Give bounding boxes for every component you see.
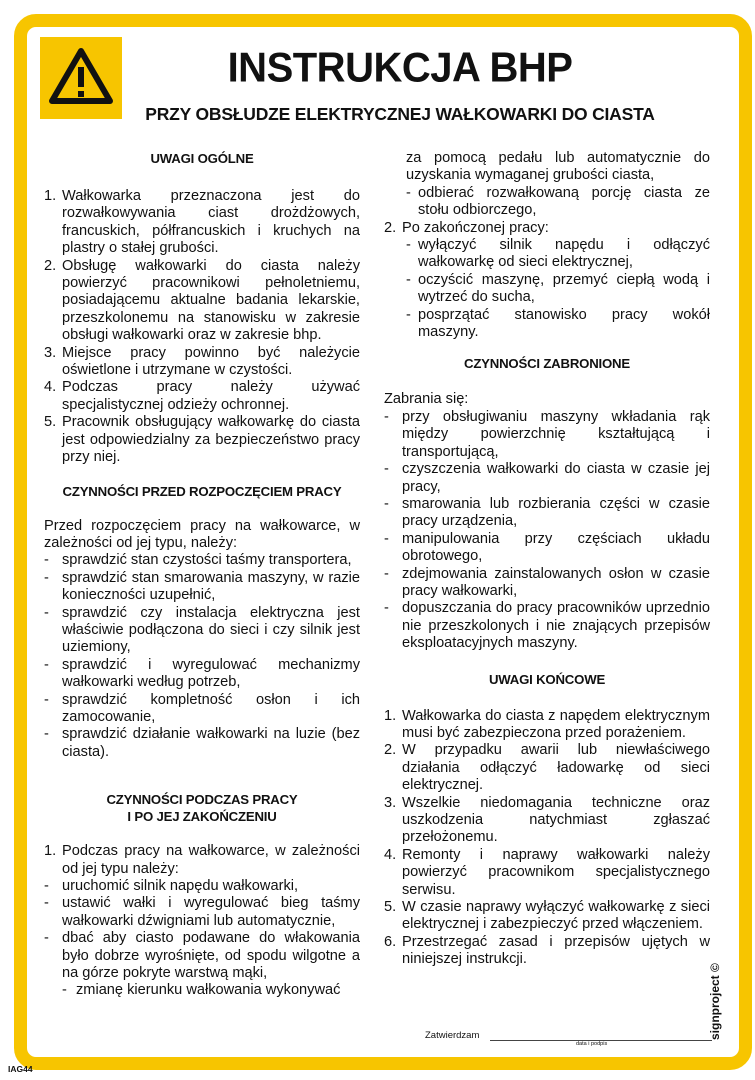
list-item: - dbać aby ciasto podawane do włakowania było dobrze wyrośnięte, od spodu wilgotne a na górze pokryte warstwą mąki, xyxy=(44,930,360,982)
list-item: 2. W przypadku awarii lub niewłaściwego działania odłączyć ładowarkę od sieci elektrycznej. xyxy=(384,742,710,794)
section-title-before: CZYNNOŚCI PRZED ROZPOCZĘCIEM PRACY xyxy=(62,483,342,499)
list-item: - sprawdzić stan smarowania maszyny, w razie konieczności uzupełnić, xyxy=(44,569,360,604)
list-item: 6. Przestrzegać zasad i przepisów ujętych w niniejszej instrukcji. xyxy=(384,933,710,968)
general-list xyxy=(44,188,360,467)
list-item: 4. Podczas pracy należy używać specjalistycznej odzieży ochronnej. xyxy=(44,379,360,413)
brand-label: signproject © xyxy=(708,963,722,1040)
page-subtitle: PRZY OBSŁUDZE ELEKTRYCZNEJ WAŁKOWARKI DO CIASTA xyxy=(145,104,655,124)
approval-label: Zatwierdzam xyxy=(425,1030,480,1041)
list-item: - sprawdzić kompletność osłon i ich zamocowanie, xyxy=(44,691,360,725)
warning-box xyxy=(40,37,122,119)
list-item: - sprawdzić i wyregulować mechanizmy wałkowarki według potrzeb, xyxy=(44,656,360,691)
left-column xyxy=(44,150,360,1000)
list-item: - czyszczenia wałkowarki do ciasta w czasie jej pracy, xyxy=(384,461,710,495)
list-item: 3. Miejsce pracy powinno być należycie oświetlone i utrzymane w czystości. xyxy=(44,344,360,379)
list-item: - zmianę kierunku wałkowania wykonywać xyxy=(62,982,341,999)
page-title: INSTRUKCJA BHP xyxy=(227,44,573,92)
list-item: 5. Pracownik obsługujący wałkowarkę do ciasta jest odpowiedzialny za bezpieczeństwo pracy przy niej. xyxy=(44,414,360,466)
list-item: 2. Obsługę wałkowarki do ciasta należy powierzyć pracownikowi pełnoletniemu, posiadającemu aktualne badania lekarskie, przeszkolonemu na stanowisku w zakresie obsługi wałkowarki oraz w zakresie bhp. xyxy=(44,257,360,344)
list-item: - sprawdzić działanie wałkowarki na luzie (bez ciasta). xyxy=(44,726,360,760)
forbidden-intro: Zabrania się: xyxy=(384,391,469,408)
list-item: - sprawdzić stan czystości taśmy transportera, xyxy=(44,552,352,569)
signature-caption: data i podpis xyxy=(576,1041,608,1047)
sign-code: IAG44 xyxy=(8,1064,33,1074)
list-item: 2. Po zakończonej pracy: xyxy=(384,219,549,236)
list-item: - uruchomić silnik napędu wałkowarki, xyxy=(44,878,299,894)
section-title-during: CZYNNOŚCI PODCZAS PRACY xyxy=(106,792,298,808)
list-item: - zdejmowania zainstalowanych osłon w czasie pracy wałkowarki, xyxy=(384,565,710,599)
list-item: 1. Wałkowarka przeznaczona jest do rozwałkowywania ciast drożdżowych, francuskich, półfrancuskich i kruchych na plastry o stałej grubości. xyxy=(44,188,360,257)
list-item: 1. Podczas pracy na wałkowarce, w zależności od jej typu należy: xyxy=(44,843,360,877)
list-item: 4. Remonty i naprawy wałkowarki należy powierzyć pracownikom specjalistycznego serwisu. xyxy=(384,846,710,898)
section-title-forbidden: CZYNNOŚCI ZABRONIONE xyxy=(464,356,630,372)
list-item: - oczyścić maszynę, przemyć ciepłą wodą i wytrzeć do sucha, xyxy=(406,271,710,306)
list-item: - przy obsługiwaniu maszyny wkładania rąk między powierzchnię kształtującą i transportującą, xyxy=(384,408,710,460)
continued-text: za pomocą pedału lub automatycznie do uzyskania wymaganej grubości ciasta, xyxy=(406,150,710,184)
section-title-final: UWAGI KOŃCOWE xyxy=(488,671,606,687)
before-intro: Przed rozpoczęciem pracy na wałkowarce, w zależności od jej typu, należy: xyxy=(44,517,360,551)
list-item: 1. Wałkowarka do ciasta z napędem elektrycznym musi być zabezpieczona przed porażeniem. xyxy=(384,707,710,741)
list-item: - manipulowania przy częściach układu obrotowego, xyxy=(384,530,710,565)
list-item: 3. Wszelkie niedomagania techniczne oraz uszkodzenia natychmiast zgłaszać przełożonemu. xyxy=(384,794,710,846)
list-item: - sprawdzić czy instalacja elektryczna jest właściwie podłączona do sieci i czy silnik jest uziemiony, xyxy=(44,604,360,656)
section-title-general: UWAGI OGÓLNE xyxy=(150,151,254,166)
list-item: - dopuszczania do pracy pracowników uprzednio nie przeszkolonych i nie znających przepisów eksploatacyjnych maszyny. xyxy=(384,600,710,652)
list-item: 5. W czasie naprawy wyłączyć wałkowarkę z sieci elektrycznej i zabezpieczyć przed włączeniem. xyxy=(384,899,710,933)
final-list xyxy=(384,708,710,969)
list-item: - odbierać rozwałkowaną porcję ciasta ze stołu odbiorczego, xyxy=(406,184,710,219)
list-item: - wyłączyć silnik napędu i odłączyć wałkowarkę od sieci elektrycznej, xyxy=(406,237,710,271)
right-column xyxy=(384,150,710,969)
list-item: - ustawić wałki i wyregulować bieg taśmy wałkowarki dźwigniami lub automatycznie, xyxy=(44,895,360,929)
section-title-during-2: I PO JEJ ZAKOŃCZENIU xyxy=(127,809,277,825)
list-item: - posprzątać stanowisko pracy wokół maszyny. xyxy=(406,306,710,341)
list-item: - smarowania lub rozbierania części w czasie pracy urządzenia, xyxy=(384,495,710,530)
warning-triangle-icon xyxy=(40,37,122,119)
